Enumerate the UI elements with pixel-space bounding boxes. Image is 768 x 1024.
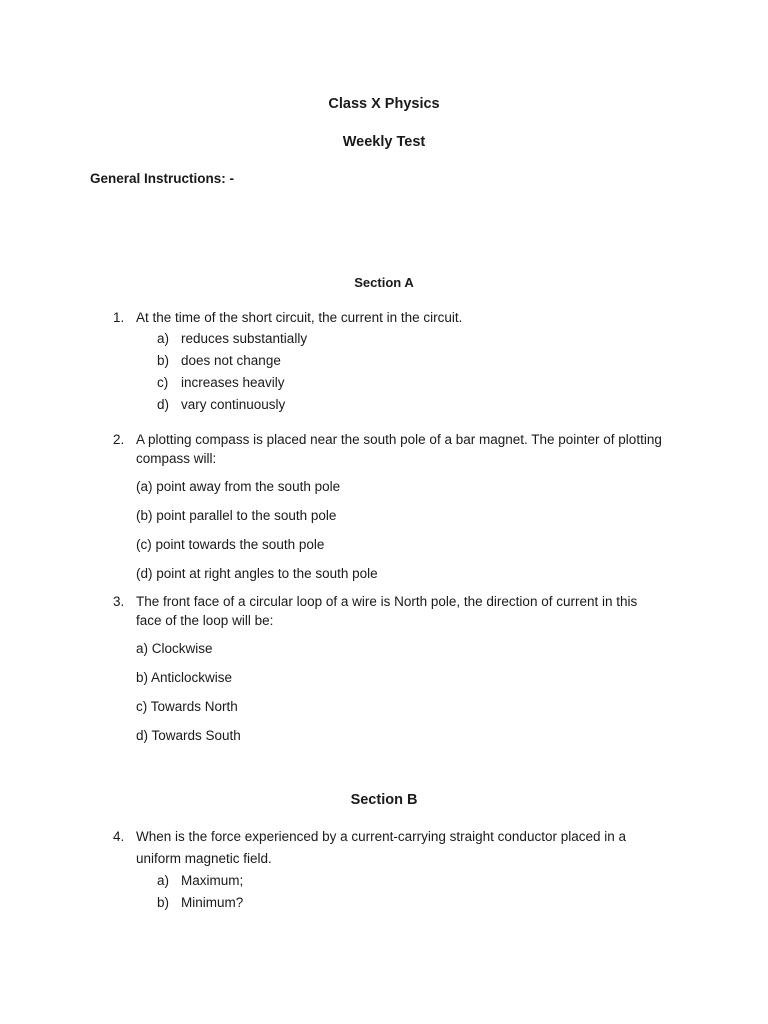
- option-text: (d) point at right angles to the south pole: [136, 566, 378, 581]
- question-text-continued: compass will:: [136, 451, 217, 466]
- option-text: b) Anticlockwise: [136, 670, 233, 685]
- option-text: does not change: [181, 353, 281, 368]
- option-letter: a): [157, 873, 170, 888]
- option-text: vary continuously: [181, 397, 286, 412]
- question-text: The front face of a circular loop of a wire is North pole, the direction of current in this: [136, 594, 638, 609]
- question-text-continued: uniform magnetic field.: [136, 851, 272, 866]
- section-a-heading: Section A: [354, 275, 414, 290]
- option-letter: b): [157, 895, 170, 910]
- option-text: c) Towards North: [136, 699, 238, 714]
- question-text: At the time of the short circuit, the current in the circuit.: [136, 310, 463, 325]
- option-text: (c) point towards the south pole: [136, 537, 325, 552]
- option-text: (b) point parallel to the south pole: [136, 508, 337, 523]
- option-text: increases heavily: [181, 375, 285, 390]
- document-subtitle: Weekly Test: [342, 134, 426, 150]
- option-text: Minimum?: [181, 895, 244, 910]
- option-text: reduces substantially: [181, 331, 308, 346]
- question-number: 2.: [113, 432, 125, 447]
- option-text: d) Towards South: [136, 728, 241, 743]
- general-instructions-label: General Instructions: -: [90, 171, 235, 186]
- question-number: 1.: [113, 310, 125, 325]
- option-text: Maximum;: [181, 873, 244, 888]
- option-text: a) Clockwise: [136, 641, 213, 656]
- option-letter: a): [157, 331, 170, 346]
- option-letter: d): [157, 397, 170, 412]
- question-text: When is the force experienced by a current-carrying straight conductor placed in a: [136, 829, 627, 844]
- option-text: (a) point away from the south pole: [136, 479, 341, 494]
- question-number: 4.: [113, 829, 125, 844]
- option-letter: c): [157, 375, 169, 390]
- question-text-continued: face of the loop will be:: [136, 613, 274, 628]
- option-letter: b): [157, 353, 170, 368]
- question-number: 3.: [113, 594, 125, 609]
- section-b-heading: Section B: [350, 792, 418, 808]
- document-title: Class X Physics: [328, 96, 440, 112]
- question-text: A plotting compass is placed near the south pole of a bar magnet. The pointer of plotting: [136, 432, 662, 447]
